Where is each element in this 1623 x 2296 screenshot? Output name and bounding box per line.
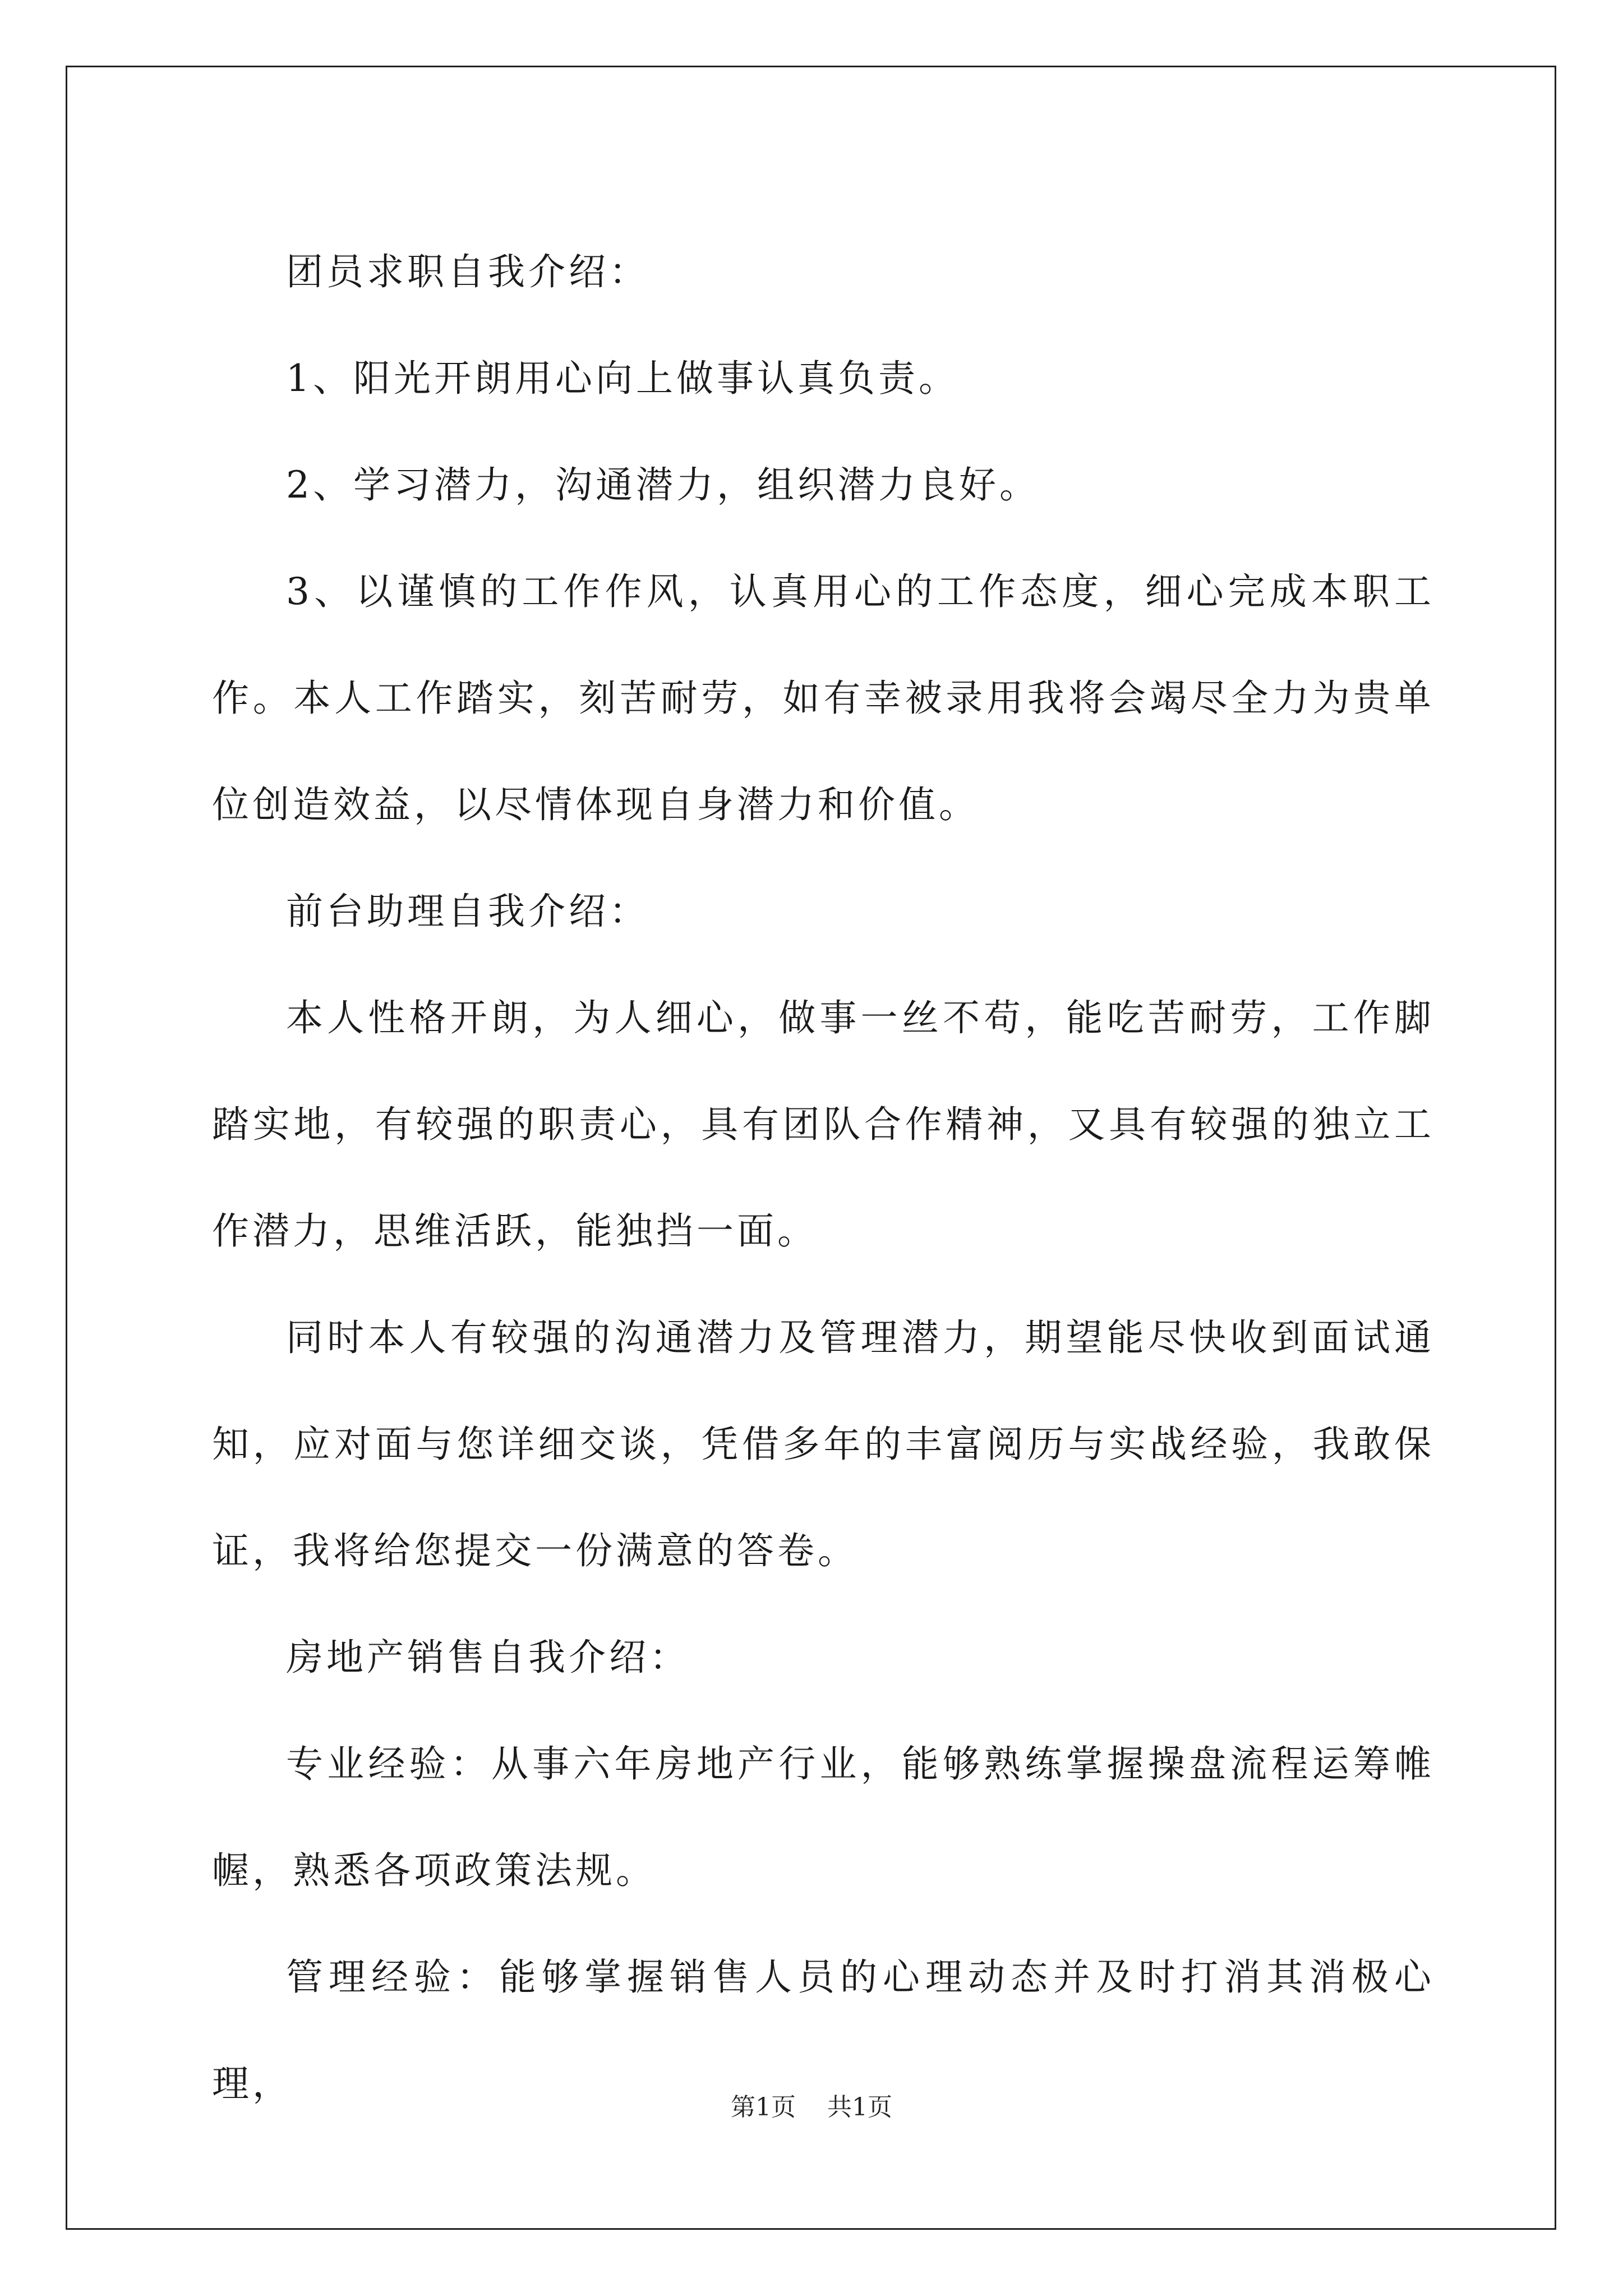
page-footer [0, 2087, 1623, 2123]
document-body [212, 219, 1435, 2137]
list-item: 1、阳光开朗用心向上做事认真负责。 [286, 357, 959, 400]
page-total: 共1页 [827, 2093, 892, 2122]
paragraph: 管理经验：能够掌握销售人员的心理动态并及时打消其消极心理， [212, 1955, 1435, 2105]
list-item: 2、学习潜力，沟通潜力，组织潜力良好。 [286, 463, 1040, 507]
paragraph: 本人性格开朗，为人细心，做事一丝不苟，能吃苦耐劳，工作脚踏实地，有较强的职责心，具有团队合作精神，又具有较强的独立工作潜力，思维活跃，能独挡一面。 [212, 996, 1435, 1253]
heading-league-member: 团员求职自我介绍： [286, 250, 649, 293]
heading-real-estate: 房地产销售自我介绍： [286, 1636, 690, 1679]
list-item: 3、以谨慎的工作作风，认真用心的工作态度，细心完成本职工作。本人工作踏实，刻苦耐劳，如有幸被录用我将会竭尽全力为贵单位创造效益，以尽情体现自身潜力和价值。 [212, 570, 1435, 826]
heading-front-desk: 前台助理自我介绍： [286, 890, 649, 933]
page-number: 第1页 [731, 2093, 796, 2122]
paragraph: 同时本人有较强的沟通潜力及管理潜力，期望能尽快收到面试通知，应对面与您详细交谈，凭借多年的丰富阅历与实战经验，我敢保证，我将给您提交一份满意的答卷。 [212, 1316, 1435, 1572]
paragraph: 专业经验：从事六年房地产行业，能够熟练掌握操盘流程运筹帷幄，熟悉各项政策法规。 [212, 1742, 1435, 1892]
